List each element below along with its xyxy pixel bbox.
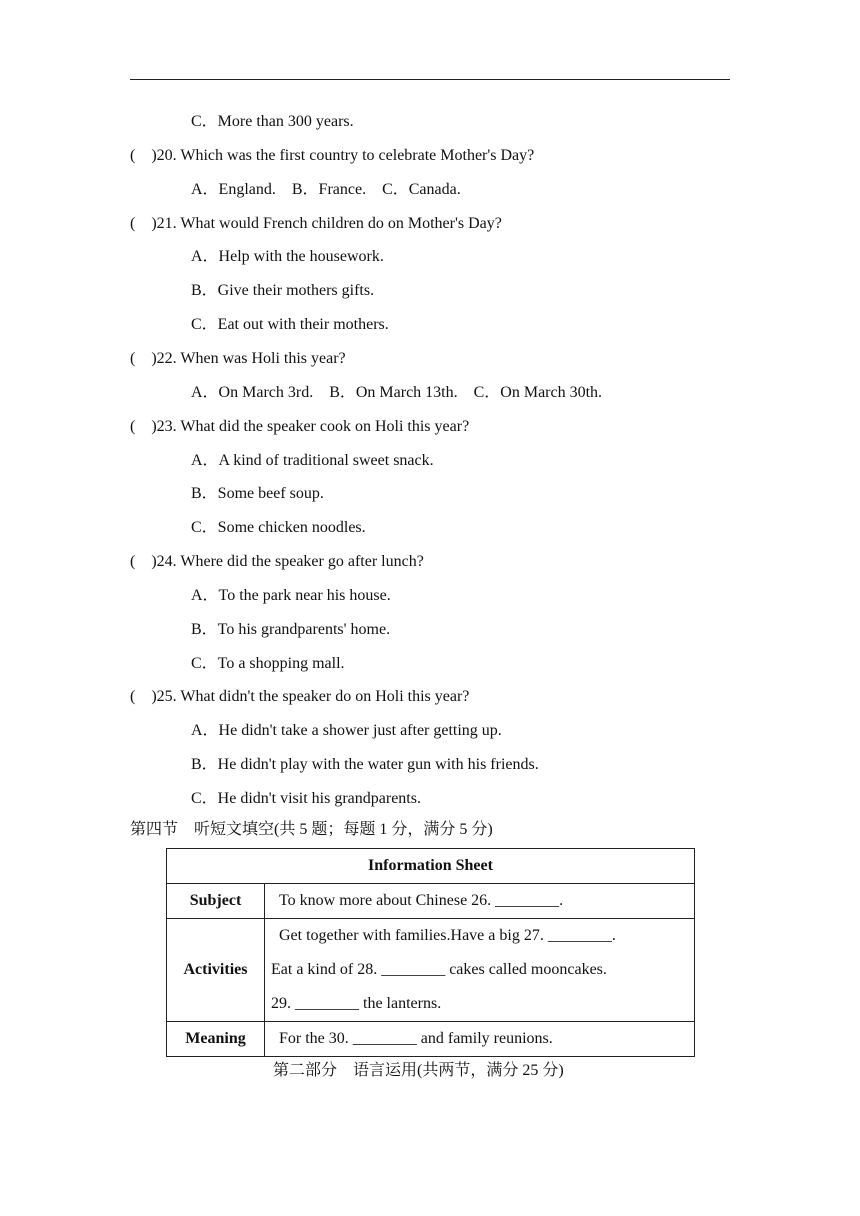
option-line: B．To his grandparents' home. bbox=[191, 620, 391, 638]
activities-line: Eat a kind of 28. ________ cakes called mooncakes. bbox=[271, 961, 607, 978]
subject-label: Subject bbox=[167, 884, 265, 919]
option-line: C．More than 300 years. bbox=[191, 113, 354, 130]
option-line: B．He didn't play with the water gun with his friends. bbox=[191, 756, 539, 774]
question-line: ( )24. Where did the speaker go after lunch? bbox=[130, 553, 424, 571]
question-line: ( )22. When was Holi this year? bbox=[130, 349, 346, 367]
activities-line: 29. ________ the lanterns. bbox=[271, 995, 442, 1012]
subject-value: To know more about Chinese 26. ________. bbox=[265, 884, 695, 919]
question-line: ( )23. What did the speaker cook on Holi this year? bbox=[130, 417, 470, 435]
option-line: C．Eat out with their mothers. bbox=[191, 316, 389, 334]
meaning-label: Meaning bbox=[167, 1022, 265, 1057]
information-sheet-table bbox=[166, 848, 695, 1057]
option-line: C．To a shopping mall. bbox=[191, 654, 345, 672]
option-line: C．Some chicken noodles. bbox=[191, 519, 366, 537]
question-line: ( )25. What didn't the speaker do on Holi this year? bbox=[130, 688, 470, 706]
option-line: A．On March 3rd. B．On March 13th. C．On March 30th. bbox=[191, 383, 603, 401]
activities-label: Activities bbox=[167, 919, 265, 1022]
question-line: ( )21. What would French children do on Mother's Day? bbox=[130, 214, 502, 232]
option-line: B．Some beef soup. bbox=[191, 485, 324, 503]
option-line: C．He didn't visit his grandparents. bbox=[191, 790, 421, 807]
option-line: A．England. B．France. C．Canada. bbox=[191, 180, 461, 198]
option-line: A．To the park near his house. bbox=[191, 586, 391, 604]
header-rule bbox=[130, 79, 730, 80]
section-heading: 第四节 听短文填空(共 5 题；每题 1 分，满分 5 分) bbox=[130, 821, 493, 838]
activities-line: Get together with families.Have a big 27. ________. bbox=[279, 927, 616, 944]
question-line: ( )20. Which was the first country to celebrate Mother's Day? bbox=[130, 146, 535, 164]
option-line: B．Give their mothers gifts. bbox=[191, 282, 375, 300]
option-line: A．A kind of traditional sweet snack. bbox=[191, 451, 434, 469]
activities-value bbox=[265, 919, 695, 1022]
meaning-value: For the 30. ________ and family reunions. bbox=[265, 1022, 695, 1057]
table-title: Information Sheet bbox=[167, 849, 695, 884]
option-line: A．He didn't take a shower just after getting up. bbox=[191, 722, 502, 740]
part-heading: 第二部分 语言运用(共两节，满分 25 分) bbox=[273, 1062, 564, 1079]
option-line: A．Help with the housework. bbox=[191, 248, 384, 266]
